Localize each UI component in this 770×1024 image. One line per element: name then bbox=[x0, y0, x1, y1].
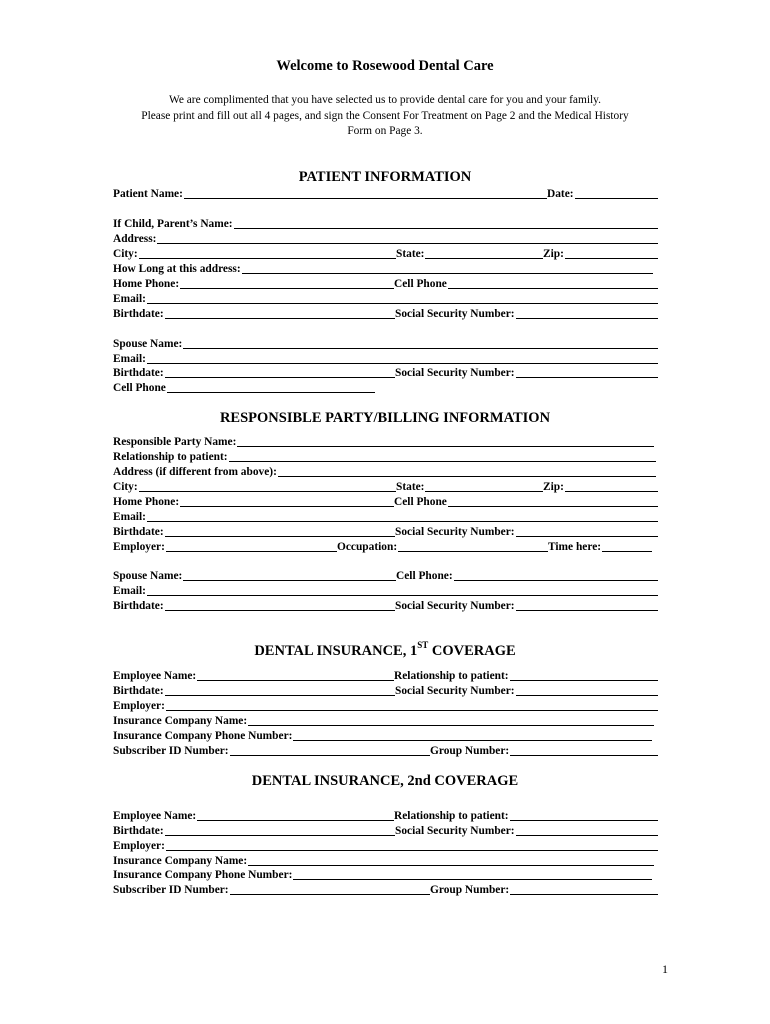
blank-line[interactable] bbox=[516, 695, 658, 696]
blank-line[interactable] bbox=[510, 680, 658, 681]
field-label: Insurance Company Name: bbox=[113, 715, 248, 727]
form-row bbox=[113, 217, 658, 232]
time-here-field[interactable] bbox=[548, 540, 652, 554]
intro-line: Form on Page 3. bbox=[347, 125, 423, 137]
field-label: Email: bbox=[113, 511, 146, 523]
blank-line[interactable] bbox=[183, 348, 658, 349]
form-row bbox=[113, 247, 658, 262]
blank-line[interactable] bbox=[165, 377, 395, 378]
blank-line[interactable] bbox=[565, 491, 658, 492]
spouse-name-field[interactable] bbox=[113, 337, 658, 351]
form-row bbox=[113, 381, 658, 396]
field-label: Social Security Number: bbox=[395, 600, 515, 612]
section-insurance-primary bbox=[0, 640, 770, 660]
form-row bbox=[113, 584, 658, 599]
field-label: City: bbox=[113, 481, 138, 493]
field-label: City: bbox=[113, 248, 138, 260]
blank-line[interactable] bbox=[565, 258, 658, 259]
field-label: Social Security Number: bbox=[395, 825, 515, 837]
section-title-text: COVERAGE bbox=[428, 643, 516, 659]
form-row bbox=[113, 714, 658, 729]
blank-line[interactable] bbox=[510, 894, 658, 895]
field-label: Birthdate: bbox=[113, 600, 164, 612]
form-row bbox=[113, 809, 658, 824]
blank-line[interactable] bbox=[147, 595, 658, 596]
blank-line[interactable] bbox=[166, 850, 658, 851]
spouse-ssn-field[interactable] bbox=[395, 366, 658, 380]
billing-birthdate-field[interactable] bbox=[113, 525, 395, 539]
field-label: Social Security Number: bbox=[395, 685, 515, 697]
ins1-birthdate-field[interactable] bbox=[113, 684, 395, 698]
blank-line[interactable] bbox=[165, 610, 395, 611]
field-label: Subscriber ID Number: bbox=[113, 745, 229, 757]
form-row bbox=[113, 366, 658, 381]
field-label: Home Phone: bbox=[113, 278, 180, 290]
field-label: Social Security Number: bbox=[395, 308, 515, 320]
field-label: Employer: bbox=[113, 541, 165, 553]
form-row bbox=[113, 569, 658, 584]
field-label: Employer: bbox=[113, 840, 165, 852]
billing-state-field[interactable] bbox=[396, 480, 543, 494]
field-label: Relationship to patient: bbox=[394, 670, 509, 682]
field-label: Relationship to patient: bbox=[113, 451, 228, 463]
city-field[interactable] bbox=[113, 247, 396, 261]
blank-line[interactable] bbox=[448, 288, 658, 289]
field-label: Birthdate: bbox=[113, 685, 164, 697]
form-row bbox=[113, 868, 658, 883]
state-field[interactable] bbox=[396, 247, 543, 261]
ins2-employee-name-field[interactable] bbox=[113, 809, 394, 823]
ins2-group-number-field[interactable] bbox=[430, 883, 658, 897]
spouse-email-field[interactable] bbox=[113, 352, 658, 366]
ins2-ssn-field[interactable] bbox=[395, 824, 658, 838]
field-label: Date: bbox=[547, 188, 574, 200]
field-label: Cell Phone: bbox=[396, 570, 453, 582]
form-row bbox=[113, 599, 658, 614]
blank-line[interactable] bbox=[516, 377, 658, 378]
ins1-ssn-field[interactable] bbox=[395, 684, 658, 698]
blank-line[interactable] bbox=[230, 894, 430, 895]
form-row bbox=[113, 465, 658, 480]
field-label: Social Security Number: bbox=[395, 367, 515, 379]
form-row bbox=[113, 839, 658, 854]
ins1-subscriber-id-field[interactable] bbox=[113, 744, 430, 758]
blank-line[interactable] bbox=[183, 580, 396, 581]
form-row bbox=[113, 540, 658, 555]
field-label: Spouse Name: bbox=[113, 570, 183, 582]
parent-name-field[interactable] bbox=[113, 217, 658, 231]
blank-line[interactable] bbox=[230, 755, 430, 756]
how-long-field[interactable] bbox=[113, 262, 653, 276]
blank-line[interactable] bbox=[242, 273, 653, 274]
blank-line[interactable] bbox=[237, 446, 654, 447]
field-label: Social Security Number: bbox=[395, 526, 515, 538]
field-label: Spouse Name: bbox=[113, 338, 183, 350]
form-row bbox=[113, 292, 658, 307]
field-label: State: bbox=[396, 248, 425, 260]
blank-line[interactable] bbox=[248, 725, 654, 726]
cell-phone-field[interactable] bbox=[394, 277, 658, 291]
field-label: How Long at this address: bbox=[113, 263, 241, 275]
blank-line[interactable] bbox=[248, 865, 654, 866]
employer-field[interactable] bbox=[113, 540, 337, 554]
date-field[interactable] bbox=[547, 187, 658, 201]
field-label: Insurance Company Name: bbox=[113, 855, 248, 867]
form-row bbox=[113, 824, 658, 839]
field-label: Cell Phone bbox=[113, 382, 166, 394]
field-label: Relationship to patient: bbox=[394, 810, 509, 822]
billing-email-field[interactable] bbox=[113, 510, 658, 524]
field-label: Birthdate: bbox=[113, 825, 164, 837]
field-label: Patient Name: bbox=[113, 188, 183, 200]
spouse-birthdate-field[interactable] bbox=[113, 366, 395, 380]
blank-line[interactable] bbox=[516, 318, 658, 319]
ins1-employer-field[interactable] bbox=[113, 699, 658, 713]
blank-line[interactable] bbox=[165, 695, 395, 696]
blank-line[interactable] bbox=[510, 755, 658, 756]
email-field[interactable] bbox=[113, 292, 658, 306]
address-field[interactable] bbox=[113, 232, 658, 246]
ins1-company-phone-field[interactable] bbox=[113, 729, 652, 743]
section-responsible-party: RESPONSIBLE PARTY/BILLING INFORMATION bbox=[219, 410, 551, 426]
form-row bbox=[113, 669, 658, 684]
form-row bbox=[113, 510, 658, 525]
field-label: Employee Name: bbox=[113, 810, 197, 822]
form-row bbox=[113, 187, 658, 202]
blank-line[interactable] bbox=[166, 710, 658, 711]
blank-line[interactable] bbox=[510, 820, 658, 821]
section-title-text: DENTAL INSURANCE, 1 bbox=[254, 643, 418, 659]
ins1-company-name-field[interactable] bbox=[113, 714, 654, 728]
field-label: Address (if different from above): bbox=[113, 466, 277, 478]
form-row bbox=[113, 352, 658, 367]
blank-line[interactable] bbox=[197, 820, 394, 821]
ins2-company-phone-field[interactable] bbox=[113, 868, 652, 882]
patient-name-field[interactable] bbox=[113, 187, 547, 201]
field-label: Group Number: bbox=[430, 745, 510, 757]
field-label: Birthdate: bbox=[113, 526, 164, 538]
form-row bbox=[113, 699, 658, 714]
section-insurance-secondary: DENTAL INSURANCE, 2nd COVERAGE bbox=[251, 773, 519, 789]
relationship-to-patient-field[interactable] bbox=[394, 669, 658, 683]
blank-line[interactable] bbox=[293, 740, 652, 741]
responsible-party-name-field[interactable] bbox=[113, 435, 654, 449]
blank-line[interactable] bbox=[398, 551, 548, 552]
form-row bbox=[113, 883, 658, 898]
field-label: Zip: bbox=[543, 481, 564, 493]
blank-line[interactable] bbox=[278, 476, 656, 477]
form-row bbox=[113, 854, 658, 869]
field-label: Address: bbox=[113, 233, 157, 245]
billing-spouse-birthdate-field[interactable] bbox=[113, 599, 395, 613]
form-row bbox=[113, 525, 658, 540]
billing-home-phone-field[interactable] bbox=[113, 495, 394, 509]
blank-line[interactable] bbox=[516, 835, 658, 836]
page-title: Welcome to Rosewood Dental Care bbox=[276, 58, 494, 74]
blank-line[interactable] bbox=[157, 243, 658, 244]
form-row bbox=[113, 277, 658, 292]
blank-line[interactable] bbox=[425, 491, 543, 492]
billing-city-field[interactable] bbox=[113, 480, 396, 494]
intro-line: We are complimented that you have selected us to provide dental care for you and your family. bbox=[169, 94, 601, 106]
field-label: Responsible Party Name: bbox=[113, 436, 237, 448]
form-row bbox=[113, 480, 658, 495]
field-label: Email: bbox=[113, 293, 146, 305]
blank-line[interactable] bbox=[180, 506, 394, 507]
form-row bbox=[113, 435, 658, 450]
form-row bbox=[113, 729, 658, 744]
form-row bbox=[113, 744, 658, 759]
birthdate-field[interactable] bbox=[113, 307, 395, 321]
field-label: Email: bbox=[113, 353, 146, 365]
form-row bbox=[113, 232, 658, 247]
form-row bbox=[113, 307, 658, 322]
ins2-subscriber-id-field[interactable] bbox=[113, 883, 430, 897]
field-label: Group Number: bbox=[430, 884, 510, 896]
billing-spouse-email-field[interactable] bbox=[113, 584, 658, 598]
occupation-field[interactable] bbox=[337, 540, 548, 554]
field-label: Cell Phone bbox=[394, 278, 447, 290]
blank-line[interactable] bbox=[293, 879, 652, 880]
form-row bbox=[113, 684, 658, 699]
field-label: Insurance Company Phone Number: bbox=[113, 730, 293, 742]
spouse-cell-phone-field[interactable] bbox=[113, 381, 375, 395]
field-label: Occupation: bbox=[337, 541, 398, 553]
field-label: Email: bbox=[113, 585, 146, 597]
blank-line[interactable] bbox=[180, 288, 394, 289]
blank-line[interactable] bbox=[165, 835, 395, 836]
blank-line[interactable] bbox=[139, 491, 396, 492]
ins2-employer-field[interactable] bbox=[113, 839, 658, 853]
field-label: Insurance Company Phone Number: bbox=[113, 869, 293, 881]
billing-spouse-ssn-field[interactable] bbox=[395, 599, 658, 613]
field-label: Birthdate: bbox=[113, 308, 164, 320]
ordinal-suffix: ST bbox=[417, 640, 429, 650]
blank-line[interactable] bbox=[147, 303, 658, 304]
blank-line[interactable] bbox=[229, 461, 656, 462]
blank-line[interactable] bbox=[516, 536, 658, 537]
billing-zip-field[interactable] bbox=[543, 480, 658, 494]
intro-paragraph bbox=[100, 93, 670, 140]
blank-line[interactable] bbox=[197, 680, 394, 681]
blank-line[interactable] bbox=[234, 228, 658, 229]
zip-field[interactable] bbox=[543, 247, 658, 261]
ins2-relationship-field[interactable] bbox=[394, 809, 658, 823]
blank-line[interactable] bbox=[165, 536, 395, 537]
billing-address-field[interactable] bbox=[113, 465, 656, 479]
form-row bbox=[113, 337, 658, 352]
blank-line[interactable] bbox=[516, 610, 658, 611]
field-label: Birthdate: bbox=[113, 367, 164, 379]
blank-line[interactable] bbox=[147, 521, 658, 522]
blank-line[interactable] bbox=[139, 258, 396, 259]
relationship-field[interactable] bbox=[113, 450, 656, 464]
field-label: Zip: bbox=[543, 248, 564, 260]
employee-name-field[interactable] bbox=[113, 669, 394, 683]
blank-line[interactable] bbox=[575, 198, 658, 199]
page-number: 1 bbox=[662, 962, 668, 976]
field-label: State: bbox=[396, 481, 425, 493]
blank-line[interactable] bbox=[147, 363, 658, 364]
blank-line[interactable] bbox=[425, 258, 543, 259]
blank-line[interactable] bbox=[454, 580, 658, 581]
ins2-company-name-field[interactable] bbox=[113, 854, 654, 868]
ssn-field[interactable] bbox=[395, 307, 658, 321]
section-patient-information: PATIENT INFORMATION bbox=[298, 169, 472, 185]
intro-line: Please print and fill out all 4 pages, and sign the Consent For Treatment on Page 2 and the Medical History bbox=[141, 109, 629, 122]
form-row bbox=[113, 495, 658, 510]
billing-spouse-cell-field[interactable] bbox=[396, 569, 658, 583]
ins1-group-number-field[interactable] bbox=[430, 744, 658, 758]
billing-ssn-field[interactable] bbox=[395, 525, 658, 539]
field-label: Employer: bbox=[113, 700, 165, 712]
form-row bbox=[113, 262, 658, 277]
billing-spouse-name-field[interactable] bbox=[113, 569, 396, 583]
blank-line[interactable] bbox=[167, 392, 375, 393]
form-row bbox=[113, 450, 658, 465]
blank-line[interactable] bbox=[165, 318, 395, 319]
blank-line[interactable] bbox=[166, 551, 337, 552]
field-label: Time here: bbox=[548, 541, 602, 553]
blank-line[interactable] bbox=[184, 198, 547, 199]
home-phone-field[interactable] bbox=[113, 277, 394, 291]
blank-line[interactable] bbox=[602, 551, 652, 552]
ins2-birthdate-field[interactable] bbox=[113, 824, 395, 838]
field-label: Home Phone: bbox=[113, 496, 180, 508]
field-label: Cell Phone bbox=[394, 496, 447, 508]
field-label: Subscriber ID Number: bbox=[113, 884, 229, 896]
blank-line[interactable] bbox=[448, 506, 658, 507]
field-label: If Child, Parent’s Name: bbox=[113, 218, 233, 230]
field-label: Employee Name: bbox=[113, 670, 197, 682]
billing-cell-phone-field[interactable] bbox=[394, 495, 658, 509]
